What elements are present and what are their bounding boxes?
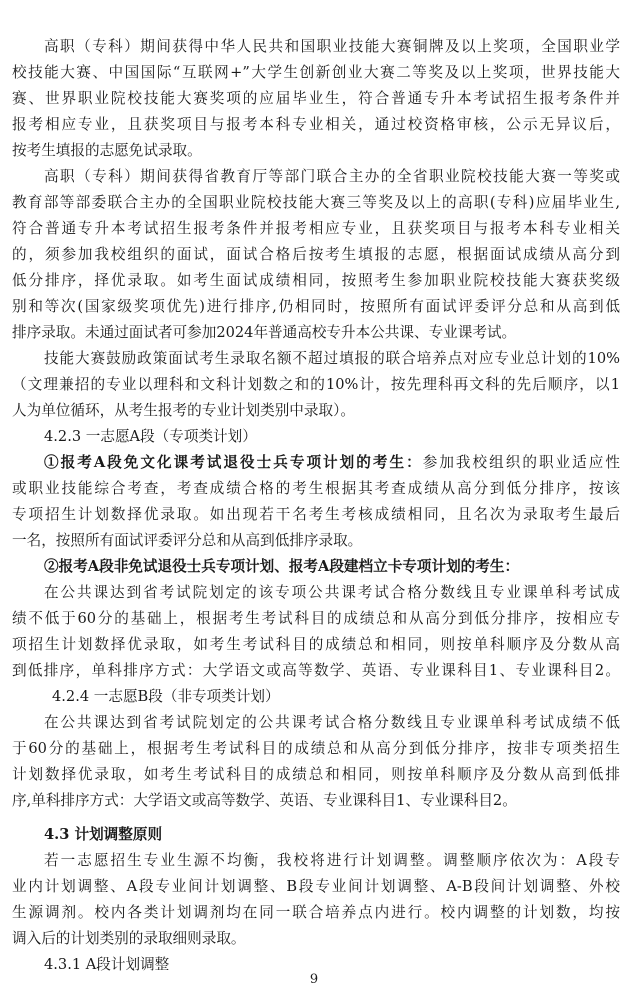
section-heading: 4.3.1 A段计划调整 bbox=[44, 956, 170, 973]
paragraph-line: 于60分的基础上，根据考生考试科目的成绩总和从高分到低分排序，按非专项类招生 bbox=[12, 740, 620, 757]
paragraph-line: 高职（专科）期间获得省教育厅等部门联合主办的全省职业院校技能大赛一等奖或 bbox=[44, 168, 620, 185]
paragraph-line: 若一志愿招生专业生源不均衡，我校将进行计划调整。调整顺序依次为：A段专 bbox=[44, 852, 620, 869]
section-heading: 4.2.4 一志愿B段（非专项类计划） bbox=[52, 688, 280, 705]
paragraph-line: 计划数择优录取，如考生考试科目的成绩总和相同，则按单科顺序及分数从高到低排 bbox=[12, 766, 620, 783]
paragraph-line: 序,单科排序方式：大学语文或高等数学、英语、专业课科目1、专业课科目2。 bbox=[12, 792, 517, 809]
item-title: ①报考A段免文化课考试退役士兵专项计划的考生： bbox=[44, 454, 423, 471]
paragraph-line: 按考生填报的志愿免试录取。 bbox=[12, 142, 202, 159]
paragraph-line: 低分排序，择优录取。如考生面试成绩相同，按照考生参加职业院校技能大赛获奖级 bbox=[12, 272, 620, 289]
paragraph-line: 赛、世界职业院校技能大赛奖项的应届毕业生，符合普通专升本考试招生报考条件并 bbox=[12, 90, 620, 107]
paragraph-line: 在公共课达到省考试院划定的该专项公共课考试合格分数线且专业课单科考试成 bbox=[44, 584, 620, 601]
page-number: 9 bbox=[309, 972, 319, 987]
paragraph-line: 符合普通专升本考试招生报考条件并报考相应专业，且获奖项目与报考本科专业相关 bbox=[12, 220, 620, 237]
paragraph-line: 校技能大赛、中国国际“互联网+”大学生创新创业大赛二等奖及以上奖项，世界技能大 bbox=[12, 64, 620, 81]
paragraph-line: 调入后的计划类别的录取细则录取。 bbox=[12, 930, 246, 947]
paragraph-line: 人为单位循环，从考生报考的专业计划类别中录取）。 bbox=[12, 402, 355, 419]
paragraph-line: 技能大赛鼓励政策面试考生录取名额不超过填报的联合培养点对应专业总计划的10% bbox=[44, 350, 620, 367]
section-heading: 4.2.3 一志愿A段（专项类计划） bbox=[44, 428, 257, 445]
paragraph-line: 教育部等部委联合主办的全国职业院校技能大赛三等奖及以上的高职(专科)应届毕业生, bbox=[12, 194, 620, 211]
list-item bbox=[44, 450, 620, 476]
paragraph-line: 在公共课达到省考试院划定的公共课考试合格分数线且专业课单科考试成绩不低 bbox=[44, 714, 620, 731]
paragraph-line: 专项招生计划数择优录取。如出现若干名考生考核成绩相同，且名次为录取考生最后 bbox=[12, 506, 620, 523]
paragraph-line: 别和等次(国家级奖项优先)进行排序,仍相同时，按照所有面试评委评分总和从高到低 bbox=[12, 298, 620, 315]
paragraph-line: 项招生计划数择优录取，如考生考试科目的成绩总和相同，则按单科顺序及分数从高 bbox=[12, 636, 620, 653]
paragraph-line: 或职业技能综合考查，考查成绩合格的考生根据其考查成绩从高分到低分排序，按该 bbox=[12, 480, 620, 497]
paragraph-line: 排序录取。未通过面试者可参加2024年普通高校专升本公共课、专业课考试。 bbox=[12, 324, 517, 341]
section-heading: 4.3 计划调整原则 bbox=[44, 826, 163, 843]
paragraph-line: 生源调剂。校内各类计划调剂均在同一联合培养点内进行。校内调整的计划数，均按 bbox=[12, 904, 620, 921]
paragraph-line: 一名，按照所有面试评委评分总和从高到低排序录取。 bbox=[12, 532, 363, 549]
paragraph-line: 的，须参加我校组织的面试，面试合格后按考生填报的志愿，根据面试成绩从高分到 bbox=[12, 246, 620, 263]
item-title: ②报考A段非免试退役士兵专项计划、报考A段建档立卡专项计划的考生： bbox=[44, 558, 520, 575]
paragraph-line: 业内计划调整、A段专业间计划调整、B段专业间计划调整、A-B段间计划调整、外校 bbox=[12, 878, 620, 895]
paragraph-line: 绩不低于60分的基础上，根据考生考试科目的成绩总和从高分到低分排序，按相应专 bbox=[12, 610, 620, 627]
paragraph-line: （文理兼招的专业以理科和文科计划数之和的10%计，按先理科再文科的先后顺序，以1 bbox=[12, 376, 620, 393]
paragraph-line: 到低排序，单科排序方式：大学语文或高等数学、英语、专业课科目1、专业课科目2。 bbox=[12, 662, 620, 679]
item-text: 参加我校组织的职业适应性 bbox=[422, 454, 620, 471]
paragraph-line: 报考相应专业，且获奖项目与报考本科专业相关，通过校资格审核，公示无异议后， bbox=[12, 116, 620, 133]
paragraph-line: 高职（专科）期间获得中华人民共和国职业技能大赛铜牌及以上奖项，全国职业学 bbox=[44, 38, 620, 55]
